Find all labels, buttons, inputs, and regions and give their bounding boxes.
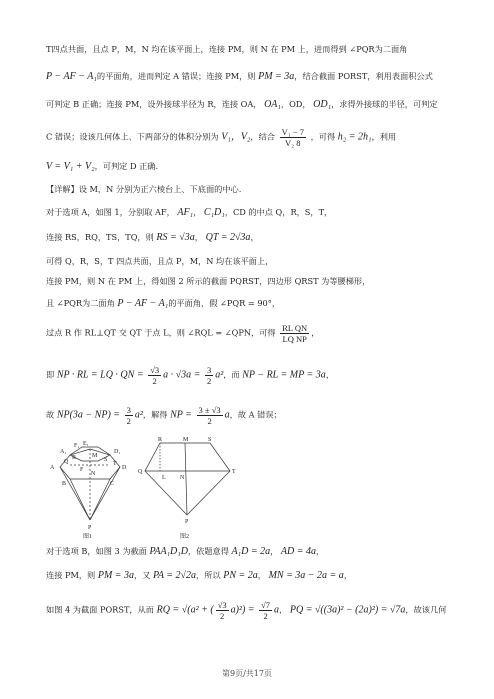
- fig1-label: R: [72, 455, 77, 461]
- math-dihedral: P − AF − A₁: [117, 298, 169, 309]
- text: 故: [46, 409, 55, 420]
- math: PQ = √((3a)² − (2a)²) = √7a: [289, 604, 406, 616]
- fig1-label: P: [88, 525, 92, 531]
- fraction-den: V₂ 8: [285, 138, 301, 148]
- fraction-num: √3: [217, 600, 227, 610]
- math-qt: QT = 2√3a: [205, 232, 251, 243]
- text: ，解得: [142, 409, 168, 420]
- math: NP(3a − NP) =: [56, 409, 121, 421]
- fig2-label: N: [180, 475, 185, 481]
- math-sqrt-close: a)²) =: [230, 604, 255, 616]
- math-oa1: OA₁: [264, 99, 281, 110]
- fraction: [148, 365, 161, 386]
- figure-2: [145, 443, 230, 515]
- fraction-num: 3 ± √3: [198, 405, 221, 415]
- math-od1: OD₁: [313, 99, 332, 110]
- text-line-9: 可得 Q，R，S，T 四点共面，且点 P，M，N 均在该平面上，: [46, 256, 274, 266]
- math: a²: [215, 369, 224, 381]
- fig1-edge: [60, 467, 90, 520]
- math-c1d1: C₁D₁: [203, 207, 225, 218]
- text: ，OD，: [280, 99, 311, 109]
- math-sqrt: √(a² + (: [181, 604, 214, 616]
- text: 的平面角，进而判定 A 错误；连接 PM，则: [96, 71, 256, 81]
- text: ，利用: [371, 131, 397, 142]
- fig1-label: D₁: [114, 449, 121, 455]
- math-product: NP · RL = LQ · QN =: [56, 369, 144, 381]
- math: a · √3a =: [163, 369, 201, 381]
- text: 的平面角，假 ∠PQR = 90°，: [168, 298, 281, 308]
- fig2-label: L: [162, 475, 166, 481]
- math-v1v2: V₁，V₂: [221, 131, 251, 143]
- fig2-mp: [185, 443, 187, 515]
- math: a²: [134, 409, 143, 421]
- text: ，: [257, 570, 266, 580]
- fraction-num: √7: [261, 600, 271, 610]
- fig1-caption: 图1: [83, 534, 93, 540]
- text: ，: [279, 604, 288, 615]
- text-line-12: [46, 323, 319, 344]
- figures: [50, 435, 260, 540]
- text-line-3: [46, 99, 438, 110]
- text: 且 ∠PQR为二面角: [46, 298, 115, 308]
- fig2-caption: 图2: [180, 534, 190, 540]
- fig1-label: M: [92, 453, 98, 459]
- text: ，CD 的中点 Q，R，S，T，: [224, 207, 333, 217]
- math: NP =: [170, 409, 192, 421]
- fig1-label: F₁: [74, 443, 80, 449]
- fraction: [197, 405, 223, 426]
- text-line-14: [46, 405, 282, 426]
- fraction-num: 3: [126, 405, 131, 415]
- fig2-label: P: [185, 519, 189, 525]
- text: ，可判定 D 正确.: [94, 161, 159, 171]
- math: PA = 2√2a: [153, 570, 197, 581]
- text: ，: [193, 207, 202, 217]
- text: ，: [311, 327, 320, 338]
- fraction-den: 2: [263, 611, 268, 621]
- text: ，: [315, 546, 325, 556]
- fig1-label: T: [113, 461, 117, 467]
- fig2-label: T: [232, 469, 236, 475]
- text: C 错误；设该几何体上、下两部分的体积分别为: [46, 131, 219, 142]
- text: ，: [325, 369, 335, 380]
- text: ，而: [223, 369, 240, 380]
- text: ，: [194, 232, 203, 242]
- math-h2: h₂ = 2h₁: [337, 131, 372, 143]
- text-line-13: [46, 365, 334, 386]
- fig1-label: D: [122, 465, 127, 471]
- text: ，又: [134, 570, 151, 580]
- math: MN = 3a − 2a = a: [268, 570, 344, 581]
- fraction-den: 2: [207, 416, 212, 426]
- fig2-label: Q: [138, 469, 143, 475]
- text-line-5: [46, 161, 158, 172]
- math: PN = 2a: [223, 570, 258, 581]
- text: ，: [250, 232, 259, 242]
- text-line-15: [46, 546, 324, 557]
- text-line-11: [46, 298, 280, 309]
- page-footer: 第9页/共17页: [222, 669, 272, 678]
- text: 对于选项 B，如图 3 为截面: [46, 546, 147, 556]
- fraction-den: 2: [220, 611, 225, 621]
- fig2-section: [145, 443, 230, 515]
- text: 如图 4 为截面 PORST，从而: [46, 604, 154, 615]
- text: ，所以: [196, 570, 221, 580]
- text: 连接 PM，则: [46, 570, 96, 580]
- math-dihedral: P − AF − A₁: [46, 71, 97, 82]
- math: NP − RL = MP = 3a: [242, 369, 326, 381]
- text: ，可得: [310, 131, 336, 142]
- fraction: [205, 365, 213, 386]
- fraction-den: LQ NP: [282, 334, 307, 344]
- text: ，求得外接球的半径，可判定: [331, 99, 438, 109]
- fig1-label: N: [91, 471, 96, 477]
- text: 连接 RS，RQ，TS，TQ，则: [46, 232, 154, 242]
- text-line-17: [46, 600, 446, 621]
- text-line-16: [46, 570, 352, 581]
- fraction-num: V₁ − 7: [281, 127, 304, 137]
- figure-2-labels: [138, 437, 236, 540]
- text-line-10: 连接 PM，则 N 在 PM 上，得如图 2 所示的截面 PQRST，四边形 QRST 为等腰梯形，: [46, 276, 371, 286]
- text-line-6: 【详解】设 M，N 分别为正六棱台上、下底面的中心.: [46, 184, 242, 194]
- fig1-label: E₁: [83, 441, 89, 447]
- text-line-2: [46, 71, 433, 82]
- fig2-label: S: [208, 437, 212, 443]
- fraction-den: 2: [126, 416, 131, 426]
- math-pm: PM = 3a: [258, 71, 295, 82]
- fig1-edge: [70, 479, 90, 520]
- text: ，故该几何: [405, 604, 447, 615]
- fraction: [259, 600, 272, 621]
- math-rs: RS = √3a: [156, 232, 195, 243]
- text-line-8: [46, 232, 259, 243]
- volume-ratio-fraction: [280, 127, 306, 148]
- math: PM = 3a: [97, 570, 135, 581]
- fig2-label: M: [183, 437, 189, 443]
- text: ，依题意得: [187, 546, 229, 556]
- math: RQ =: [156, 604, 180, 616]
- math-volume: V = V₁ + V₂: [46, 161, 95, 172]
- similar-ratio-fraction: [280, 323, 309, 344]
- math: AD = 4a: [280, 546, 316, 557]
- fraction: [125, 405, 133, 426]
- math: a: [224, 409, 230, 421]
- fig1-label: A: [50, 465, 55, 471]
- text: ，故 A 错误；: [229, 409, 282, 420]
- text: ，: [270, 546, 279, 556]
- fraction-den: 2: [206, 376, 212, 386]
- fig1-label: S: [104, 457, 108, 463]
- math-af1: AF₁: [177, 207, 194, 218]
- text: ，结合截面 PORST，利用表面积公式: [294, 71, 433, 81]
- text: 过点 R 作 RL⊥QT 交 QT 于点 L，则 ∠RQL = ∠QPN，可得: [46, 327, 276, 338]
- math-section: PAA₁D₁D: [149, 546, 188, 557]
- fig1-label: F: [80, 467, 84, 473]
- fig1-edge: [90, 479, 110, 520]
- fig1-label: B: [62, 481, 67, 487]
- fraction-den: 2: [152, 376, 157, 386]
- fig2-label: R: [158, 437, 163, 443]
- text: 对于选项 A，如图 1，分别取 AF，: [46, 207, 175, 217]
- fraction-num: √3: [150, 365, 160, 375]
- fraction-num: 3: [206, 365, 212, 375]
- fraction-num: RL QN: [282, 323, 308, 333]
- math: A₁D = 2a: [231, 546, 271, 557]
- text: ，结合: [250, 131, 275, 142]
- fig1-label: Q: [64, 459, 69, 465]
- fraction: [216, 600, 229, 621]
- figure-1-labels: [50, 441, 127, 540]
- text: 可判定 B 正确；连接 PM，设外接球半径为 R，连接 OA，: [46, 99, 262, 109]
- fig1-label: A₁: [60, 449, 67, 455]
- text: 即: [46, 369, 55, 380]
- math: a: [274, 604, 280, 616]
- text-line-4: [46, 127, 396, 148]
- fig1-label: C: [110, 481, 115, 487]
- text-line-1: T四点共面，且点 P，M，N 均在该平面上，连接 PM，则 N 在 PM 上，进而得到 ∠PQR为二面角: [46, 44, 408, 54]
- text: ，: [343, 570, 353, 580]
- text-line-7: [46, 207, 332, 218]
